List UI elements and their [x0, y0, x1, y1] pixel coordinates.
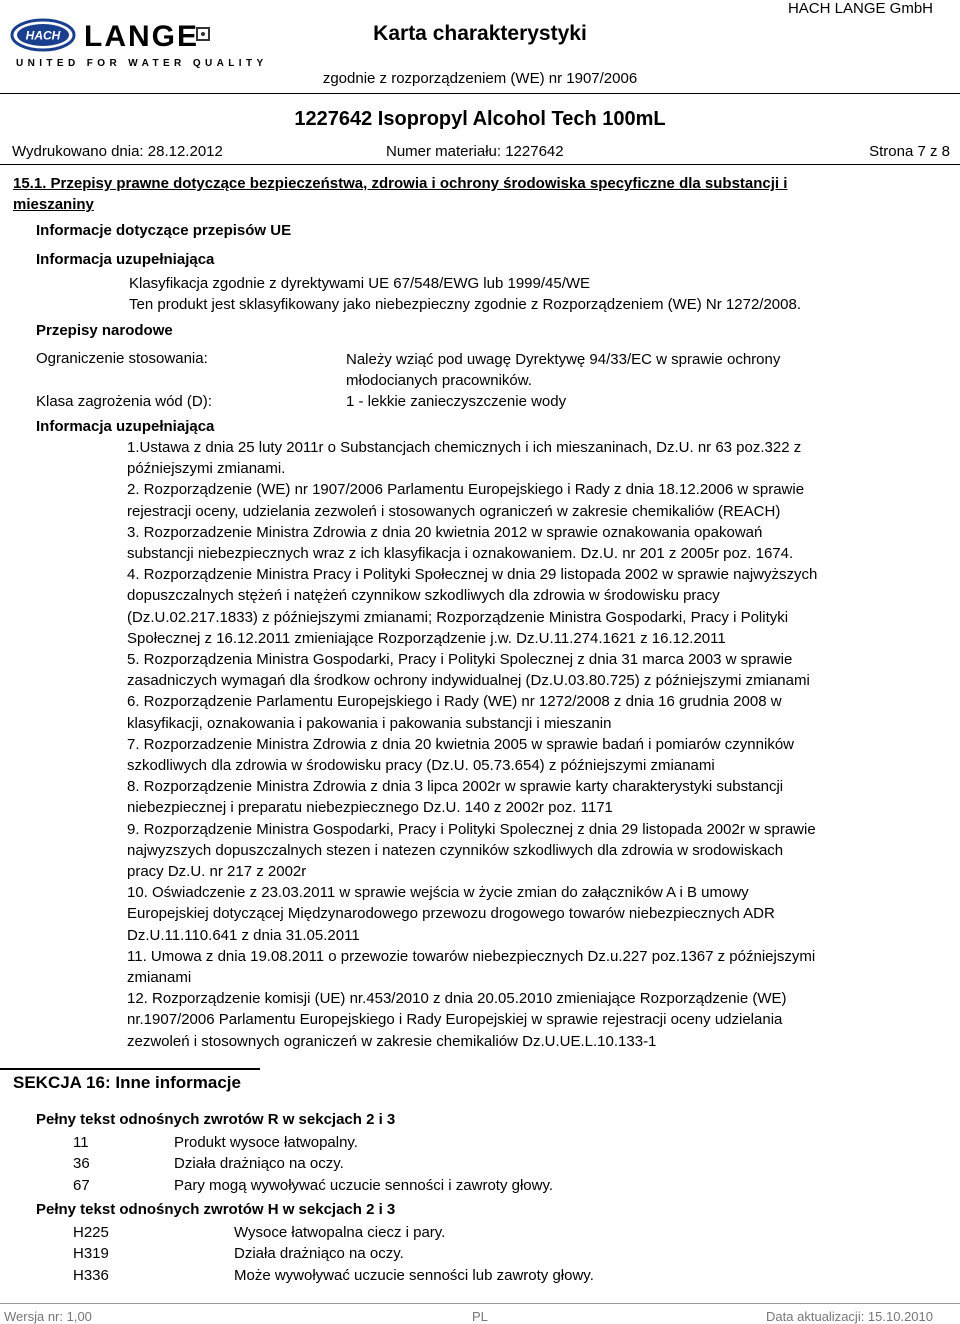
legal-reference-line: 8. Rozporządzenie Ministra Zdrowia z dnia 3 lipca 2002r w sprawie karty charakterystyki substancji	[127, 778, 784, 796]
classification-text: Klasyfikacja zgodnie z dyrektywami UE 67/548/EWG lub 1999/45/WE	[129, 275, 591, 292]
r-phrases-heading: Pełny tekst odnośnych zwrotów R w sekcjach 2 i 3	[36, 1111, 396, 1128]
h-phrase-code: H336	[73, 1267, 109, 1284]
legal-reference-line: (Dz.U.02.217.1833) z późniejszymi zmianami; Rozporządzenie Ministra Gospodarki, Pracy i Polityki	[127, 608, 789, 626]
r-phrase-code: 11	[73, 1134, 89, 1151]
print-date: Wydrukowano dnia: 28.12.2012	[12, 143, 223, 160]
legal-references-list	[127, 437, 937, 1052]
footer-version: Wersja nr: 1,00	[4, 1309, 92, 1324]
r-phrase-text: Produkt wysoce łatwopalny.	[174, 1134, 358, 1151]
restriction-value-line1: Należy wziąć pod uwagę Dyrektywę 94/33/EC w sprawie ochrony	[346, 351, 781, 368]
legal-reference-line: 7. Rozporzadzenie Ministra Zdrowia z dnia 20 kwietnia 2005 w sprawie badań i pomiarów czynników	[127, 735, 794, 753]
h-phrases-heading: Pełny tekst odnośnych zwrotów H w sekcjach 2 i 3	[36, 1201, 396, 1218]
legal-reference-line: późniejszymi zmianami.	[127, 460, 286, 478]
legal-reference-line: klasyfikacji, oznakowania i pakowania i pakowania substancji i mieszanin	[127, 714, 612, 732]
tagline: UNITED FOR WATER QUALITY	[16, 58, 268, 69]
legal-reference-item	[127, 649, 937, 691]
h-phrase-text: Działa drażniąco na oczy.	[234, 1245, 404, 1262]
r-phrase-code: 67	[73, 1177, 90, 1194]
document-title: Karta charakterystyki	[373, 22, 587, 45]
legal-reference-item	[127, 479, 937, 521]
r-phrase-text: Działa drażniąco na oczy.	[174, 1155, 344, 1172]
legal-reference-item	[127, 522, 937, 564]
legal-reference-line: substancji niebezpiecznych wraz z ich klasyfikacja i oznakowaniem. Dz.U. nr 201 z 2005r poz. 1674.	[127, 545, 794, 563]
footer-language: PL	[472, 1309, 488, 1324]
legal-reference-item	[127, 437, 937, 479]
legal-reference-line: 11. Umowa z dnia 19.08.2011 o przewozie towarów niebezpiecznych Dz.u.227 poz.1367 z późniejszymi	[127, 947, 816, 965]
water-hazard-label: Klasa zagrożenia wód (D):	[36, 393, 212, 410]
material-number: Numer materiału: 1227642	[386, 143, 564, 160]
section16-title: SEKCJA 16: Inne informacje	[13, 1073, 241, 1092]
national-regulations-heading: Przepisy narodowe	[36, 322, 173, 339]
legal-reference-line: 5. Rozporządzenia Ministra Gospodarki, Pracy i Polityki Spolecznej z dnia 31 marca 2003 w sprawie	[127, 651, 793, 669]
legal-reference-item	[127, 776, 937, 818]
legal-reference-line: Europejskiej dotyczącej Międzynarodowego przewozu drogowego towarów niebezpiecznych ADR	[127, 905, 775, 923]
legal-reference-item	[127, 691, 937, 733]
legal-reference-line: 4. Rozporządzenie Ministra Pracy i Polityki Społecznej w dnia 29 listopada 2002 w sprawie najwyższych	[127, 566, 818, 584]
legal-reference-line: 2. Rozporządzenie (WE) nr 1907/2006 Parlamentu Europejskiego i Rady z dnia 18.12.2006 w sprawie	[127, 481, 805, 499]
hach-logo-text: HACH	[25, 28, 61, 43]
section-heading-line1: 15.1. Przepisy prawne dotyczące bezpieczeństwa, zdrowia i ochrony środowiska specyficzne dla substancji i	[13, 175, 788, 192]
header-bottom-divider	[0, 164, 960, 165]
legal-reference-line: 9. Rozporządzenie Ministra Gospodarki, Pracy i Polityki Spolecznej z dnia 29 listopada 2002r w sprawie	[127, 820, 816, 838]
supplementary-heading-2: Informacja uzupełniająca	[36, 418, 215, 435]
header-divider	[0, 93, 960, 94]
legal-reference-line: niebezpiecznej i preparatu niebezpiecznego Dz.U. 140 z 2002r poz. 1171	[127, 799, 613, 817]
legal-reference-line: Dz.U.11.110.641 z dnia 31.05.2011	[127, 926, 360, 944]
product-name: 1227642 Isopropyl Alcohol Tech 100mL	[294, 108, 666, 130]
legal-reference-item	[127, 564, 937, 649]
legal-reference-line: zezwoleń i stosownych ograniczeń w zakresie chemikaliów Dz.U.UE.L.10.133-1	[127, 1032, 657, 1050]
supplementary-heading: Informacja uzupełniająca	[36, 251, 215, 268]
legal-reference-line: 3. Rozporzadzenie Ministra Zdrowia z dnia 20 kwietnia 2012 w sprawie oznakowania opakowań	[127, 523, 763, 541]
section-heading-line2: mieszaniny	[13, 196, 94, 213]
legal-reference-line: 12. Rozporządzenie komisji (UE) nr.453/2010 z dnia 20.05.2010 zmieniające Rozporządzenie (WE)	[127, 990, 787, 1008]
legal-reference-item	[127, 819, 937, 883]
classified-text: Ten produkt jest sklasyfikowany jako niebezpieczny zgodnie z Rozporządzeniem (WE) Nr 1272/2008.	[129, 296, 802, 313]
eu-regulations-heading: Informacje dotyczące przepisów UE	[36, 222, 292, 239]
legal-reference-line: 1.Ustawa z dnia 25 luty 2011r o Substancjach chemicznych i ich mieszaninach, Dz.U. nr 63 poz.322 z	[127, 439, 802, 456]
h-phrase-code: H319	[73, 1245, 109, 1262]
legal-reference-line: 6. Rozporządzenie Parlamentu Europejskiego i Rady (WE) nr 1272/2008 z dnia 16 grudnia 2008 w	[127, 693, 782, 711]
legal-reference-line: zmianami	[127, 969, 192, 987]
regulation-subtitle: zgodnie z rozporządzeniem (WE) nr 1907/2006	[322, 70, 638, 87]
h-phrase-code: H225	[73, 1224, 109, 1241]
h-phrase-text: Wysoce łatwopalna ciecz i pary.	[234, 1224, 446, 1241]
page-number: Strona 7 z 8	[869, 143, 950, 160]
restriction-value-line2: młodocianych pracowników.	[346, 372, 532, 389]
legal-reference-line: najwyzszych dopuszczalnych stezen i natezen czynników szkodliwych dla zdrowia w srodowiskach	[127, 841, 784, 859]
legal-reference-line: nr.1907/2006 Parlamentu Europejskiego i Rady Europejskiej w sprawie rejestracji oceny udzielania	[127, 1011, 783, 1029]
company-name: HACH LANGE GmbH	[787, 0, 933, 17]
legal-reference-line: dopuszczalnych stężeń i natężeń czynnikow szkodliwych dla zdrowia w środowisku pracy	[127, 587, 720, 605]
legal-reference-item	[127, 882, 937, 946]
legal-reference-item	[127, 734, 937, 776]
lange-logo: LANGE	[84, 20, 199, 53]
footer-update-date: Data aktualizacji: 15.10.2010	[766, 1309, 933, 1324]
legal-reference-line: szkodliwych dla zdrowia w środowisku pracy (Dz.U. 05.73.654) z późniejszymi zmianami	[127, 757, 715, 775]
r-phrase-text: Pary mogą wywoływać uczucie senności i zawroty głowy.	[174, 1177, 554, 1194]
water-hazard-value: 1 - lekkie zanieczyszczenie wody	[346, 393, 567, 410]
legal-reference-item	[127, 988, 937, 1052]
legal-reference-line: Społecznej z 16.12.2011 zmieniające Rozporządzenie j.w. Dz.U.11.274.1621 z 16.12.2011	[127, 629, 726, 647]
restriction-label: Ograniczenie stosowania:	[36, 350, 208, 367]
h-phrase-text: Może wywoływać uczucie senności lub zawroty głowy.	[234, 1267, 594, 1284]
footer-divider	[0, 1303, 960, 1304]
legal-reference-line: pracy Dz.U. nr 217 z 2002r	[127, 863, 307, 881]
legal-reference-line: zasadniczych wymagań dla środkow ochrony indywidualnej (Dz.U.03.80.725) z późniejszymi zmianami	[127, 672, 810, 690]
legal-reference-line: rejestracji oceny, udzielania zezwoleń i stosowanych ograniczeń w zakresie chemikaliów (REACH)	[127, 502, 781, 520]
legal-reference-item	[127, 946, 937, 988]
legal-reference-line: 10. Oświadczenie z 23.03.2011 w sprawie wejścia w życie zmian do załączników A i B umowy	[127, 884, 749, 902]
r-phrase-code: 36	[73, 1155, 90, 1172]
section16-header	[0, 1068, 260, 1098]
